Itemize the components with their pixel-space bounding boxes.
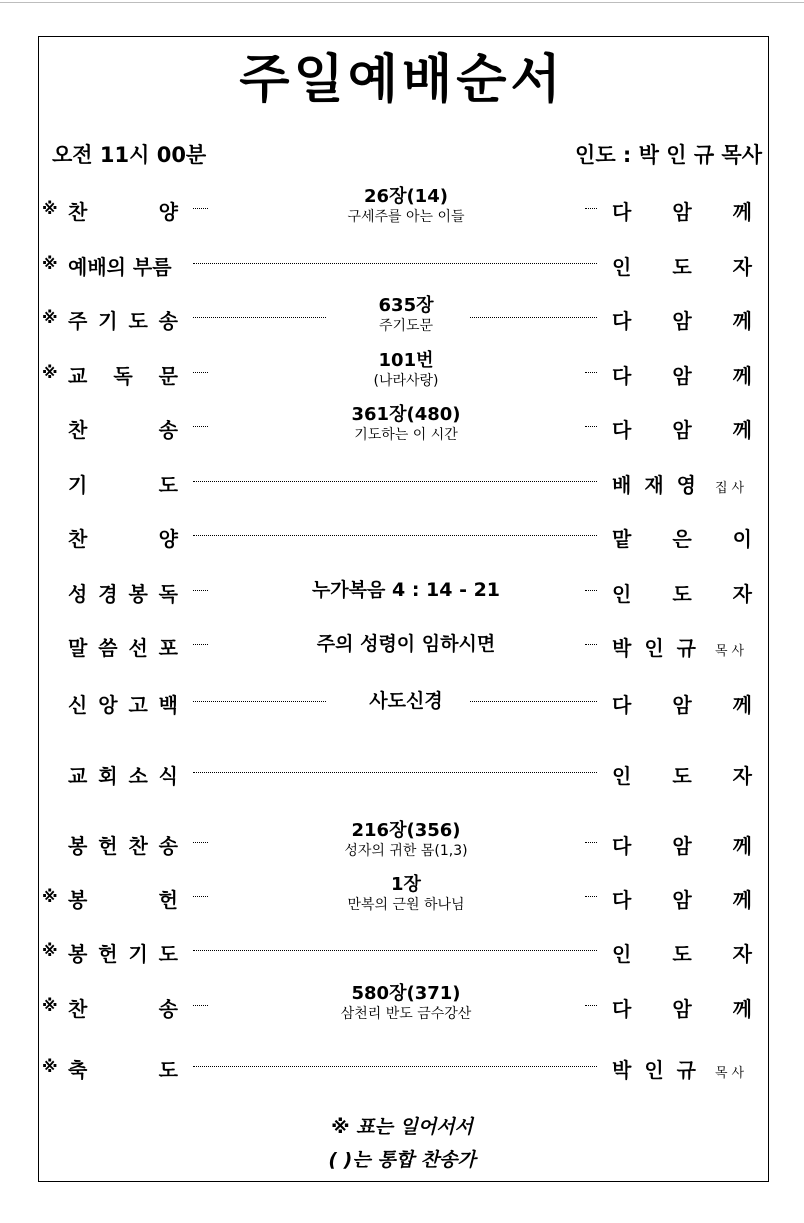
item-detail-sub: 삼천리 반도 금수강산 <box>340 1006 472 1022</box>
item-detail-sub: 기도하는 이 시간 <box>354 427 458 443</box>
item-detail-main: 216장(356) <box>351 820 461 841</box>
item-person-char: 인 <box>612 255 632 279</box>
item-label <box>68 360 178 389</box>
item-label-char: 씀 <box>98 636 118 660</box>
item-detail-main: 101번 <box>378 350 434 371</box>
item-label-char: 양 <box>158 527 178 551</box>
item-detail-sub: 주기도문 <box>378 318 434 334</box>
item-label-char: 헌 <box>98 942 118 966</box>
service-item-row <box>0 406 804 446</box>
item-label-char: 백 <box>158 693 178 717</box>
standing-mark: ※ <box>42 941 58 960</box>
item-detail <box>206 874 606 914</box>
standing-mark: ※ <box>42 1057 58 1076</box>
item-detail-main: 누가복음 4 : 14 - 21 <box>311 579 501 601</box>
standing-mark: ※ <box>42 887 58 906</box>
item-detail-main: 361장(480) <box>351 404 461 425</box>
item-person-char: 도 <box>672 942 692 966</box>
service-item-row <box>0 570 804 610</box>
item-detail <box>206 350 606 390</box>
item-person-char: 재 <box>644 473 664 497</box>
item-label-char: 교 <box>68 364 88 388</box>
item-person-char: 박 <box>612 1058 632 1082</box>
standing-mark: ※ <box>42 996 58 1015</box>
item-person-char: 다 <box>612 418 632 442</box>
item-label-char: 도 <box>158 942 178 966</box>
item-person <box>612 360 752 389</box>
item-label-char: 소 <box>128 764 148 788</box>
item-person-char: 자 <box>732 942 752 966</box>
item-person-char: 인 <box>644 1058 664 1082</box>
item-person-char: 께 <box>732 418 752 442</box>
item-label-char: 회 <box>98 764 118 788</box>
item-person <box>612 689 752 718</box>
service-item-row <box>0 624 804 664</box>
item-person <box>612 760 752 789</box>
item-label-char: 고 <box>128 693 148 717</box>
item-person <box>612 578 752 607</box>
standing-note: ※ 표는 일어서서 <box>331 1116 473 1138</box>
item-person-char: 인 <box>612 764 632 788</box>
item-label-char: 봉 <box>128 582 148 606</box>
item-label-char: 봉 <box>68 834 88 858</box>
leader-dots <box>193 950 597 951</box>
item-person-char: 암 <box>672 364 692 388</box>
service-item-row <box>0 681 804 721</box>
item-label <box>68 523 178 552</box>
leader-dots <box>193 535 597 536</box>
item-person-char: 인 <box>612 582 632 606</box>
item-detail <box>206 295 606 335</box>
item-detail-main: 사도신경 <box>369 690 443 712</box>
item-person-char: 다 <box>612 200 632 224</box>
item-label-char: 도 <box>128 309 148 333</box>
item-person <box>612 993 752 1022</box>
item-person-char: 규 <box>676 636 696 660</box>
leader-dots <box>193 481 597 482</box>
item-label-char: 찬 <box>68 527 88 551</box>
item-person-char: 인 <box>612 942 632 966</box>
item-person <box>612 884 752 913</box>
item-label-char: 봉 <box>68 888 88 912</box>
item-detail <box>206 690 606 712</box>
item-detail <box>206 404 606 444</box>
item-label <box>68 251 178 280</box>
item-label-char: 신 <box>68 693 88 717</box>
service-item-row <box>0 461 804 501</box>
leader-dots <box>193 1066 597 1067</box>
item-person-char: 께 <box>732 834 752 858</box>
item-label-char: 앙 <box>98 693 118 717</box>
item-person <box>612 632 752 661</box>
item-label <box>68 305 178 334</box>
item-label <box>68 578 178 607</box>
item-label-char: 도 <box>158 1058 178 1082</box>
item-detail <box>206 633 606 655</box>
item-label-char: 송 <box>158 834 178 858</box>
hymnal-note: ( )는 통합 찬송가 <box>328 1149 476 1171</box>
item-label-char: 찬 <box>68 997 88 1021</box>
item-label-char: 헌 <box>158 888 178 912</box>
item-person-char: 다 <box>612 364 632 388</box>
item-person-char: 박 <box>612 636 632 660</box>
service-item-row <box>0 188 804 228</box>
item-person-char: 암 <box>672 418 692 442</box>
service-item-row <box>0 752 804 792</box>
item-person-char: 영 <box>676 473 696 497</box>
item-person <box>612 523 752 552</box>
item-label-char: 축 <box>68 1058 88 1082</box>
item-label-char: 독 <box>158 582 178 606</box>
service-item-row <box>0 822 804 862</box>
item-person-char: 암 <box>672 997 692 1021</box>
service-item-row <box>0 515 804 555</box>
item-label <box>68 884 178 913</box>
service-item-row <box>0 352 804 392</box>
item-label-char: 주 <box>68 309 88 333</box>
item-label <box>68 689 178 718</box>
item-detail-main: 635장 <box>378 295 434 316</box>
item-label-char: 독 <box>113 364 133 388</box>
item-label-char: 기 <box>128 942 148 966</box>
item-person-char: 규 <box>676 1058 696 1082</box>
item-label-char: 도 <box>158 473 178 497</box>
item-detail-sub: 성자의 귀한 몸(1,3) <box>344 843 468 859</box>
item-label-char: 헌 <box>98 834 118 858</box>
item-person-char: 자 <box>732 255 752 279</box>
item-person-title: 목사 <box>714 644 749 659</box>
item-person <box>612 251 752 280</box>
service-item-row <box>0 297 804 337</box>
item-label-char: 찬 <box>68 418 88 442</box>
item-detail-main: 580장(371) <box>351 983 461 1004</box>
item-label-char: 선 <box>128 636 148 660</box>
item-detail-sub: (나라사랑) <box>373 373 439 389</box>
item-label-char: 양 <box>158 200 178 224</box>
item-person-char: 암 <box>672 200 692 224</box>
item-person <box>612 305 752 334</box>
service-item-row <box>0 930 804 970</box>
item-person <box>612 414 752 443</box>
item-person <box>612 469 752 498</box>
item-label <box>68 414 178 443</box>
standing-mark: ※ <box>42 199 58 218</box>
item-label-char: 경 <box>98 582 118 606</box>
leader-dots <box>193 263 597 264</box>
service-item-row <box>0 985 804 1025</box>
item-detail-main: 주의 성령이 임하시면 <box>316 633 496 655</box>
item-label <box>68 760 178 789</box>
item-label <box>68 196 178 225</box>
item-label <box>68 469 178 498</box>
item-person-char: 배 <box>612 473 632 497</box>
item-person-char: 다 <box>612 693 632 717</box>
item-label-char: 교 <box>68 764 88 788</box>
item-detail <box>206 579 606 601</box>
item-label-char: 말 <box>68 636 88 660</box>
item-person-char: 자 <box>732 764 752 788</box>
item-detail-sub: 구세주를 아는 이들 <box>347 209 465 225</box>
item-person-char: 께 <box>732 309 752 333</box>
item-person-char: 께 <box>732 364 752 388</box>
item-detail <box>206 186 606 226</box>
item-label-char: 찬 <box>68 200 88 224</box>
item-label <box>68 938 178 967</box>
item-person-char: 인 <box>644 636 664 660</box>
item-person-title: 목사 <box>714 1066 749 1081</box>
item-person-char: 께 <box>732 693 752 717</box>
item-label-char: 포 <box>158 636 178 660</box>
item-label-char: 송 <box>158 309 178 333</box>
item-label-char: 기 <box>68 473 88 497</box>
item-detail-main: 26장(14) <box>364 186 448 207</box>
item-person-char: 도 <box>672 255 692 279</box>
item-person-char: 께 <box>732 888 752 912</box>
service-time: 오전 11시 00분 <box>52 143 207 167</box>
item-person-char: 암 <box>672 888 692 912</box>
item-detail <box>206 983 606 1023</box>
item-label-char: 봉 <box>68 942 88 966</box>
item-person-char: 다 <box>612 834 632 858</box>
item-person-char: 자 <box>732 582 752 606</box>
item-label-char: 송 <box>158 997 178 1021</box>
item-person <box>612 938 752 967</box>
item-detail-main: 1장 <box>391 874 421 895</box>
item-detail-sub: 만복의 근원 하나님 <box>347 897 465 913</box>
item-label-char: 문 <box>158 364 178 388</box>
item-person-char: 은 <box>672 527 692 551</box>
item-label <box>68 993 178 1022</box>
item-person-char: 다 <box>612 888 632 912</box>
item-label-char: 송 <box>158 418 178 442</box>
item-person-char: 께 <box>732 200 752 224</box>
page-title: 주일예배순서 <box>239 50 565 110</box>
service-leader: 인도 : 박 인 규 목사 <box>575 143 762 167</box>
item-label <box>68 632 178 661</box>
item-person-char: 맡 <box>612 527 632 551</box>
item-label <box>68 1054 178 1083</box>
item-label-char: 찬 <box>128 834 148 858</box>
item-label-char: 예배의 부름 <box>68 255 172 279</box>
item-person <box>612 196 752 225</box>
item-person-char: 도 <box>672 764 692 788</box>
item-label <box>68 830 178 859</box>
item-person-char: 도 <box>672 582 692 606</box>
item-person <box>612 830 752 859</box>
service-item-row <box>0 243 804 283</box>
item-detail <box>206 820 606 860</box>
item-person-char: 다 <box>612 997 632 1021</box>
leader-dots <box>193 772 597 773</box>
item-label-char: 식 <box>158 764 178 788</box>
item-label-char: 성 <box>68 582 88 606</box>
item-person-char: 암 <box>672 834 692 858</box>
service-item-row <box>0 1046 804 1086</box>
service-item-row <box>0 876 804 916</box>
top-rule <box>0 2 804 3</box>
item-label-char: 기 <box>98 309 118 333</box>
item-person-char: 이 <box>732 527 752 551</box>
item-person-char: 암 <box>672 693 692 717</box>
item-person-char: 다 <box>612 309 632 333</box>
item-person <box>612 1054 752 1083</box>
item-person-char: 암 <box>672 309 692 333</box>
item-person-title: 집사 <box>714 481 749 496</box>
standing-mark: ※ <box>42 363 58 382</box>
item-person-char: 께 <box>732 997 752 1021</box>
standing-mark: ※ <box>42 254 58 273</box>
standing-mark: ※ <box>42 308 58 327</box>
